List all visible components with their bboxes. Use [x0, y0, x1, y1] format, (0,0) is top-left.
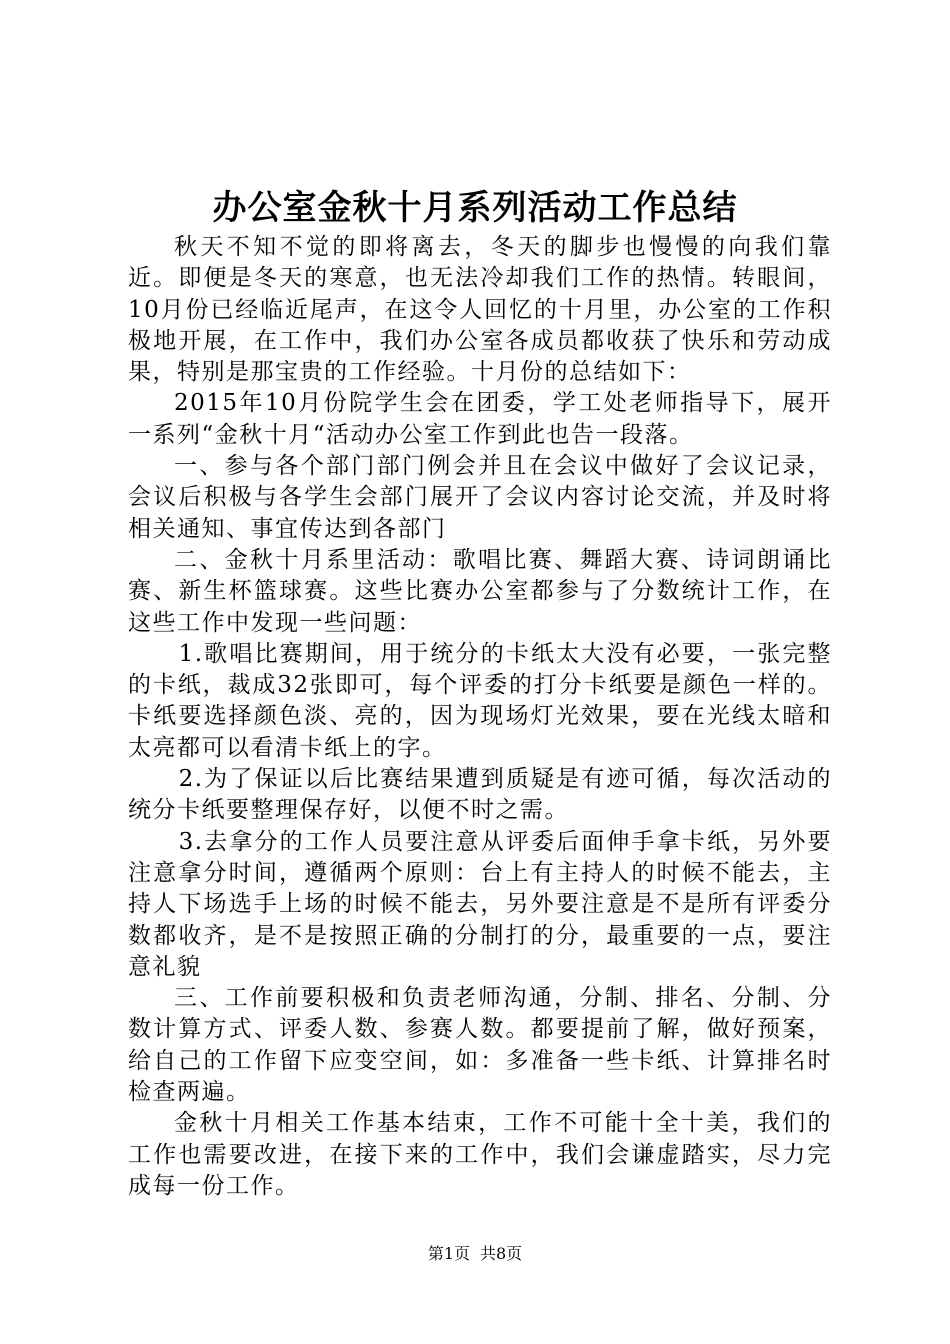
page-number-total: 共8页: [480, 1244, 523, 1263]
paragraph-section-one: 一、参与各个部门部门例会并且在会议中做好了会议记录，会议后积极与各学生会部门展开了会议内容讨论交流，并及时将相关通知、事宜传达到各部门: [128, 453, 832, 542]
paragraph-item-three: 3.去拿分的工作人员要注意从评委后面伸手拿卡纸，另外要注意拿分时间，遵循两个原则：台上有主持人的时候不能去，主持人下场选手上场的时候不能去，另外要注意是不是所有评委分数都收齐，是不是按照正确的分制打的分，最重要的一点，要注意礼貌: [128, 828, 832, 980]
document-title: 办公室金秋十月系列活动工作总结: [212, 188, 738, 228]
page-footer: [0, 1244, 950, 1264]
page-number-current: 第1页: [427, 1244, 470, 1263]
document-body: [128, 232, 832, 1202]
paragraph-section-three: 三、工作前要积极和负责老师沟通，分制、排名、分制、分数计算方式、评委人数、参赛人数。都要提前了解，做好预案，给自己的工作留下应变空间，如：多准备一些卡纸、计算排名时检查两遍。: [128, 985, 832, 1106]
paragraph-section-two: 二、金秋十月系里活动：歌唱比赛、舞蹈大赛、诗词朗诵比赛、新生杯篮球赛。这些比赛办公室都参与了分数统计工作，在这些工作中发现一些问题：: [128, 546, 832, 636]
paragraph-background: 2015年10月份院学生会在团委，学工处老师指导下，展开一系列“金秋十月“活动办公室工作到此也告一段落。: [128, 390, 832, 448]
paragraph-intro: 秋天不知不觉的即将离去，冬天的脚步也慢慢的向我们靠近。即便是冬天的寒意，也无法冷却我们工作的热情。转眼间，10月份已经临近尾声，在这令人回忆的十月里，办公室的工作积极地开展，在工作中，我们办公室各成员都收获了快乐和劳动成果，特别是那宝贵的工作经验。十月份的总结如下：: [128, 234, 832, 386]
paragraph-item-two: 2.为了保证以后比赛结果遭到质疑是有迹可循，每次活动的统分卡纸要整理保存好，以便不时之需。: [128, 766, 832, 824]
paragraph-item-one: 1.歌唱比赛期间，用于统分的卡纸太大没有必要，一张完整的卡纸，裁成32张即可，每个评委的打分卡纸要是颜色一样的。卡纸要选择颜色淡、亮的，因为现场灯光效果，要在光线太暗和太亮都可以看清卡纸上的字。: [128, 640, 832, 761]
paragraph-conclusion: 金秋十月相关工作基本结束，工作不可能十全十美，我们的工作也需要改进，在接下来的工作中，我们会谦虚踏实，尽力完成每一份工作。: [128, 1110, 832, 1199]
